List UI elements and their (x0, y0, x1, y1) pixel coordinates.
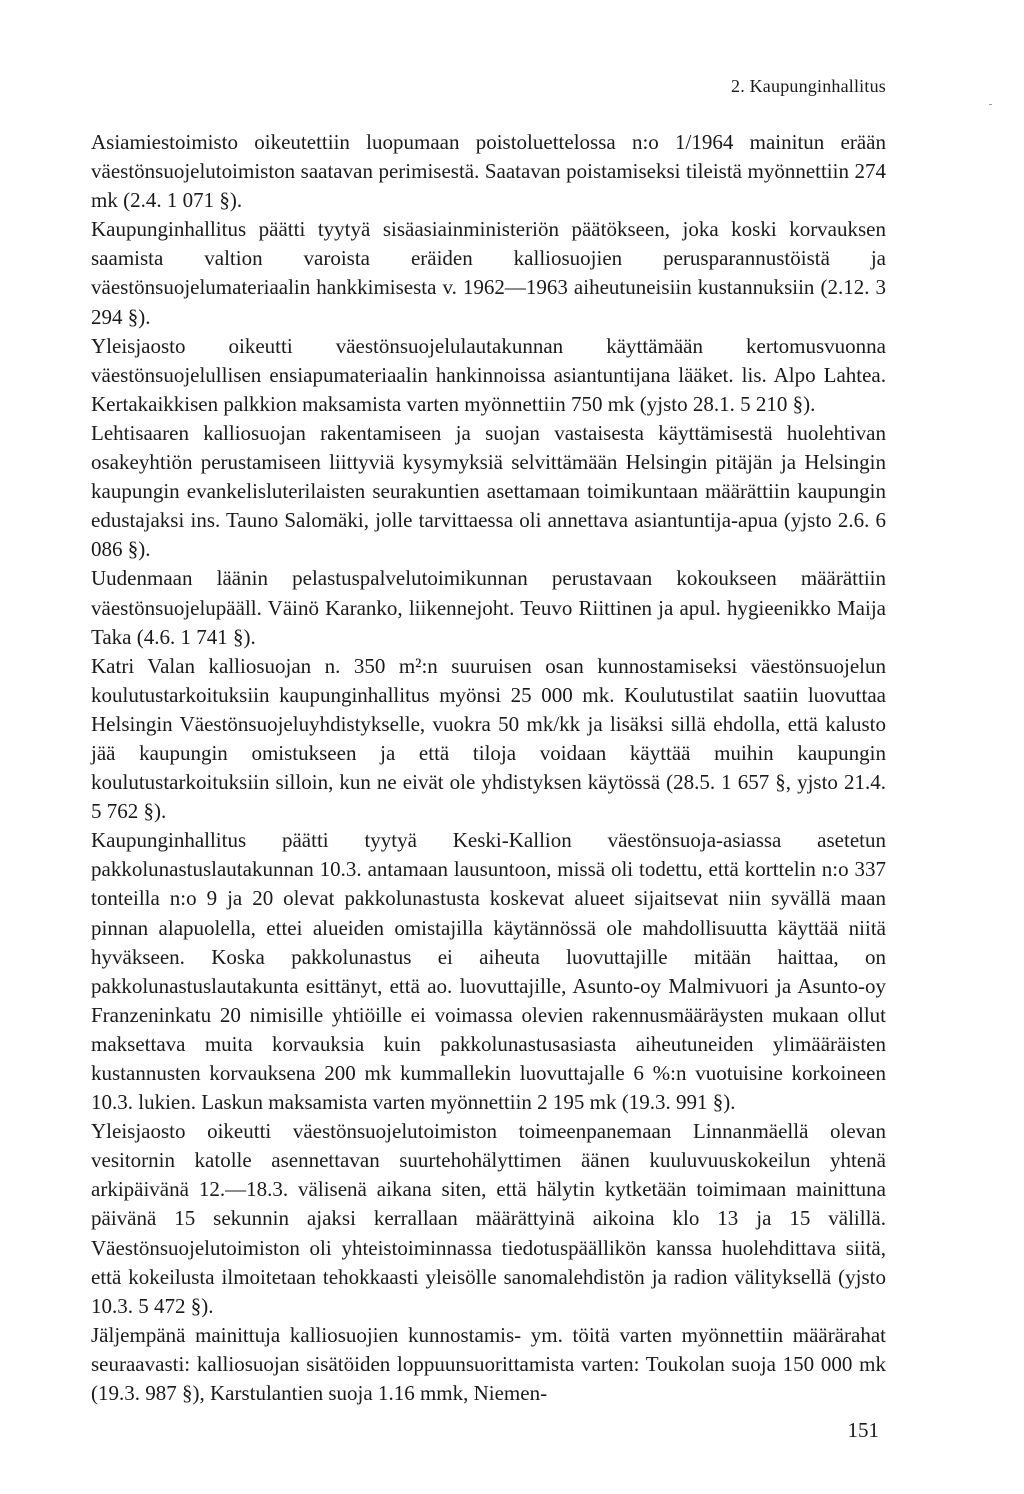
page-number: 151 (847, 1418, 879, 1442)
running-header: 2. Kaupunginhallitus (731, 76, 886, 96)
paragraph-9: Jäljempänä mainittuja kalliosuojien kunnostamis- ym. töitä varten myönnettiin määrärahat seuraavasti: kalliosuojan sisätöiden loppuunsuorittamista varten: Toukolan suoja 150 000 mk (19.3. 987 §), Karstulantien suoja 1.16 mmk, Niemen- (91, 1322, 886, 1406)
paragraph-8: Yleisjaosto oikeutti väestönsuojelutoimiston toimeenpanemaan Linnanmäellä olevan vesitornin katolle asennettavan suurtehohälyttimen äänen kuuluvuuskokeilun yhtenä arkipäivänä 12.—18.3. välisenä aikana siten, että hälytin kytketään toimimaan mainittuna päivänä 15 sekunnin ajaksi kerrallaan määrättyinä aikoina klo 13 ja 15 välillä. Väestönsuojelutoimiston oli yhteistoiminnassa tiedotuspäällikön kanssa huolehdittava siitä, että kokeilusta ilmoitetaan tehokkaasti yleisölle sanomalehdistön ja radion välityksellä (yjsto 10.3. 5 472 §). (91, 1119, 886, 1318)
paragraph-2: Kaupunginhallitus päätti tyytyä sisäasiainministeriön päätökseen, joka koski korvauksen saamista valtion varoista eräiden kalliosuojien perusparannustöistä ja väestönsuojelumateriaalin hankkimisesta v. 1962—1963 aiheutuneisiin kustannuksiin (2.12. 3 294 §). (91, 217, 886, 329)
paragraph-6: Katri Valan kalliosuojan n. 350 m²:n suuruisen osan kunnostamiseksi väestönsuojelun koulutustarkoituksiin kaupunginhallitus myönsi 25 000 mk. Koulutustilat saatiin luovuttaa Helsingin Väestönsuojeluyhdistykselle, vuokra 50 mk/kk ja lisäksi sillä ehdolla, että kalusto jää kaupungin omistukseen ja että tiloja voidaan käyttää muihin kaupungin koulutustarkoituksiin silloin, kun ne eivät ole yhdistyksen käytössä (28.5. 1 657 §, yjsto 21.4. 5 762 §). (91, 653, 886, 824)
paragraph-3: Yleisjaosto oikeutti väestönsuojelulautakunnan käyttämään kertomusvuonna väestönsuojelullisen ensiapumateriaalin hankinnoissa asiantuntijana lääket. lis. Alpo Lahtea. Kertakaikkisen palkkion maksamista varten myönnettiin 750 mk (yjsto 28.1. 5 210 §). (91, 333, 886, 416)
margin-mark (989, 104, 992, 105)
paragraph-5: Uudenmaan läänin pelastuspalvelutoimikunnan perustavaan kokoukseen määrättiin väestönsuojelupääll. Väinö Karanko, liikennejoht. Teuvo Riittinen ja apul. hygieenikko Maija Taka (4.6. 1 741 §). (91, 566, 886, 649)
body-text (91, 128, 886, 1408)
paragraph-1: Asiamiestoimisto oikeutettiin luopumaan poistoluettelossa n:o 1/1964 mainitun erään väestönsuojelutoimiston saatavan perimisestä. Saatavan poistamiseksi tileistä myönnettiin 274 mk (2.4. 1 071 §). (91, 130, 886, 213)
paragraph-4: Lehtisaaren kalliosuojan rakentamiseen ja suojan vastaisesta käyttämisestä huolehtivan osakeyhtiön perustamiseen liittyviä kysymyksiä selvittämään Helsingin pitäjän ja Helsingin kaupungin evankelisluterilaisten seurakuntien asettamaan toimikuntaan määrättiin kaupungin edustajaksi ins. Tauno Salomäki, jolle tarvittaessa oli annettava asiantuntija-apua (yjsto 2.6. 6 086 §). (91, 420, 886, 562)
paragraph-7: Kaupunginhallitus päätti tyytyä Keski-Kallion väestönsuoja-asiassa asetetun pakkolunastuslautakunnan 10.3. antamaan lausuntoon, missä oli todettu, että korttelin n:o 337 tonteilla n:o 9 ja 20 olevat pakkolunastusta koskevat alueet sijaitsevat niin syvällä maan pinnan alapuolella, ettei alueiden omistajilla käytännössä ole mahdollisuutta käyttää niitä hyväkseen. Koska pakkolunastus ei aiheuta luovuttajille mitään haittaa, on pakkolunastuslautakunta esittänyt, että ao. luovuttajille, Asunto-oy Malmivuori ja Asunto-oy Franzeninkatu 20 nimisille yhtiöille ei voimassa olevien rakennusmääräysten mukaan ollut maksettava muita korvauksia kuin pakkolunastusasiasta aiheutuneiden ylimääräisten kustannusten korvauksena 200 mk kummallekin luovuttajalle 6 %:n vuotuisine korkoineen 10.3. lukien. Laskun maksamista varten myönnettiin 2 195 mk (19.3. 991 §). (91, 828, 886, 1115)
